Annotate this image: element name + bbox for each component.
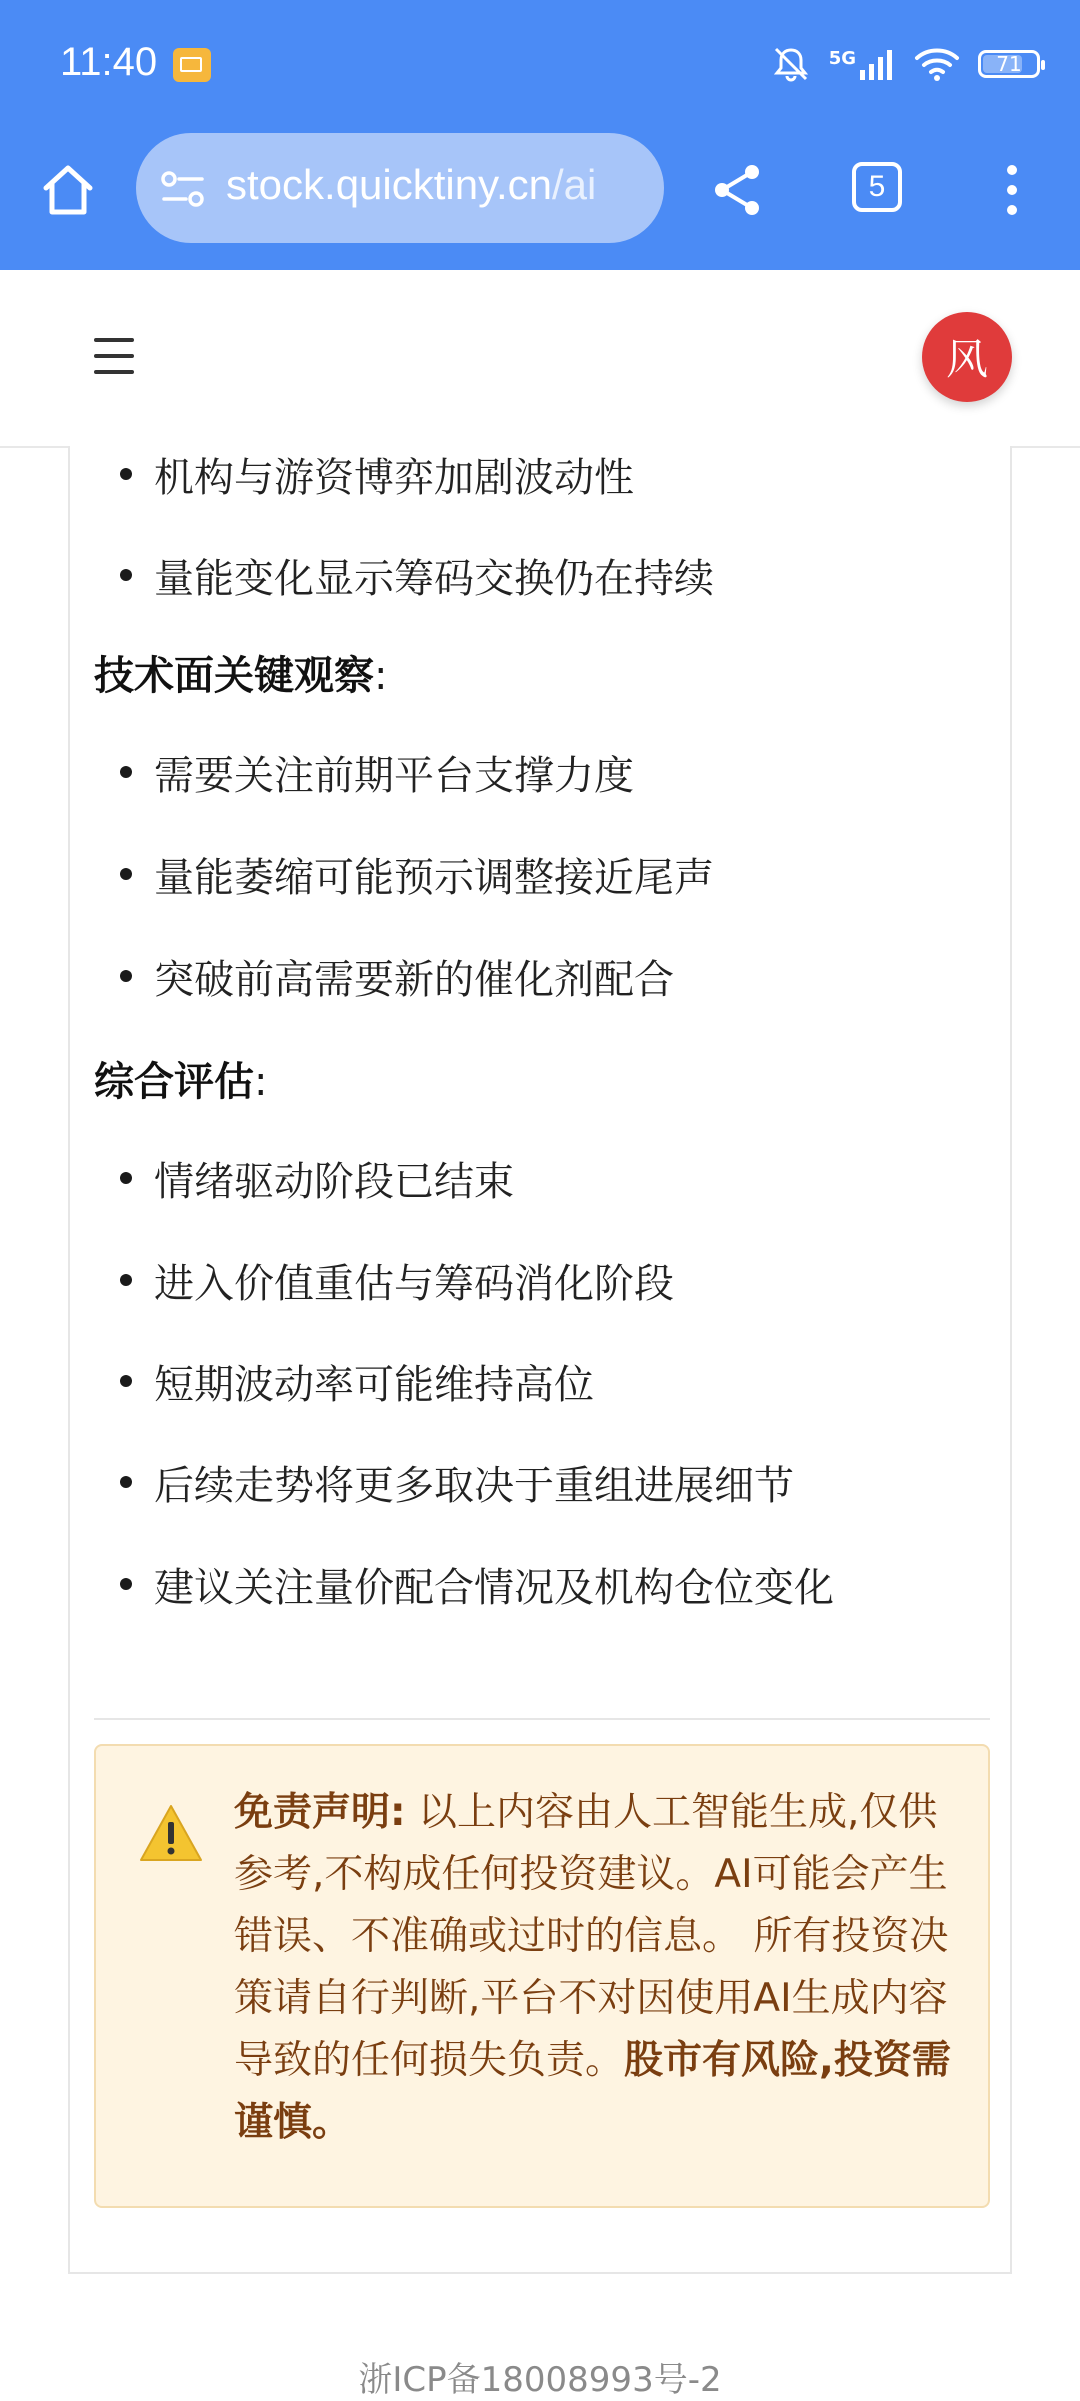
- list-item: 量能萎缩可能预示调整接近尾声: [154, 846, 714, 903]
- tab-switcher-button[interactable]: 5: [852, 162, 902, 212]
- list-item: 需要关注前期平台支撑力度: [154, 744, 634, 801]
- divider: [94, 1718, 990, 1720]
- url-path: /ai: [552, 161, 597, 208]
- cellular-signal-icon: [829, 48, 896, 80]
- hamburger-menu-icon[interactable]: [94, 338, 134, 374]
- battery-icon: [978, 50, 1040, 78]
- wifi-icon: [914, 46, 960, 82]
- url-text[interactable]: [226, 161, 646, 209]
- list-item: 建议关注量价配合情况及机构仓位变化: [154, 1556, 834, 1613]
- share-icon[interactable]: [708, 160, 768, 220]
- list-item: 量能变化显示筹码交换仍在持续: [154, 547, 714, 604]
- mute-bell-icon: [771, 44, 811, 84]
- signal-bars-icon: [860, 48, 896, 80]
- site-settings-icon[interactable]: [160, 169, 206, 209]
- more-menu-icon[interactable]: [1000, 160, 1024, 220]
- list-item: 情绪驱动阶段已结束: [154, 1150, 514, 1207]
- network-type: 5G: [828, 48, 856, 69]
- section-heading-summary: [94, 1050, 267, 1107]
- section-title: 技术面关键观察: [94, 653, 374, 699]
- url-host: stock.quicktiny.cn: [226, 161, 553, 208]
- avatar[interactable]: 风: [922, 312, 1012, 402]
- browser-toolbar: [0, 130, 1080, 270]
- browser-chrome: [0, 0, 1080, 270]
- section-heading-technical: [94, 644, 387, 701]
- section-colon: :: [254, 1059, 268, 1105]
- battery-level: 71: [996, 52, 1022, 76]
- list-item: 突破前高需要新的催化剂配合: [154, 948, 674, 1005]
- list-item: 后续走势将更多取决于重组进展细节: [154, 1454, 794, 1511]
- status-bar: [0, 0, 1080, 130]
- list-item: 机构与游资博弈加剧波动性: [154, 446, 634, 503]
- analysis-card: [68, 446, 1012, 2274]
- status-time: 11:40: [60, 40, 158, 84]
- disclaimer-emphasis: 股市有风险,投资需谨慎。: [234, 2038, 951, 2145]
- disclaimer-text: [234, 1782, 954, 2154]
- disclaimer-box: [94, 1744, 990, 2208]
- section-title: 综合评估: [94, 1059, 254, 1105]
- icp-footer[interactable]: 浙ICP备18008993号-2: [358, 2360, 722, 2400]
- site-header: [0, 270, 1080, 448]
- list-item: 进入价值重估与筹码消化阶段: [154, 1252, 674, 1309]
- warning-icon: [138, 1802, 204, 1864]
- address-bar[interactable]: [136, 133, 664, 243]
- list-item: 短期波动率可能维持高位: [154, 1353, 594, 1410]
- section-colon: :: [374, 653, 388, 699]
- disclaimer-body: 以上内容由人工智能生成,仅供参考,不构成任何投资建议。AI可能会产生错误、不准确或过时的信息。 所有投资决策请自行判断,平台不对因使用AI生成内容导致的任何损失负责。: [234, 1790, 949, 2083]
- status-icons: [771, 36, 1040, 92]
- home-icon[interactable]: [38, 160, 98, 220]
- mail-notification-icon: [173, 48, 211, 82]
- disclaimer-label: 免责声明:: [234, 1790, 406, 1835]
